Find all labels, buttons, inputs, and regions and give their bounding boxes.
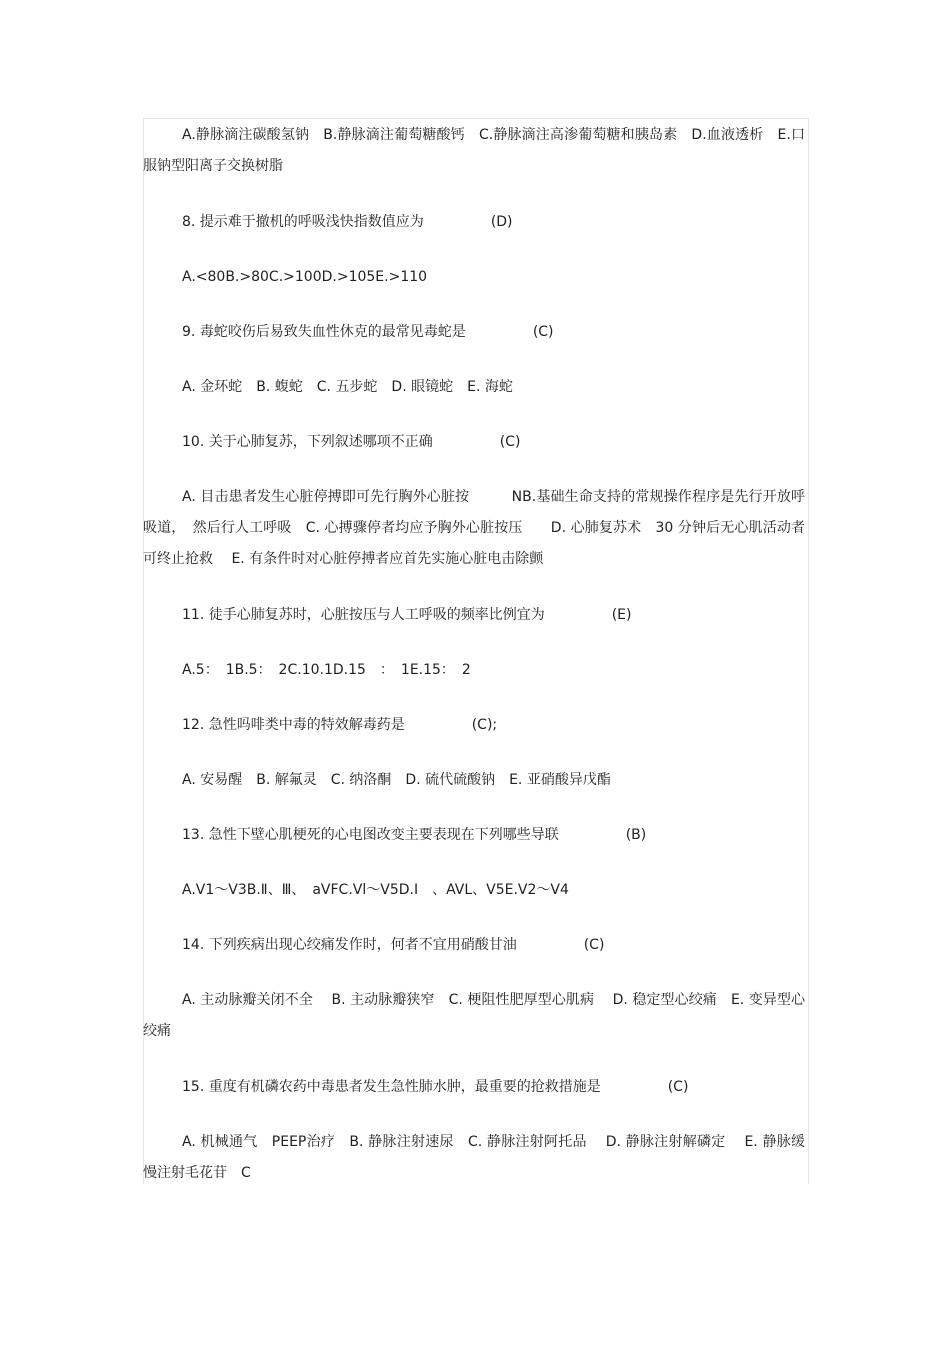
question-8 bbox=[143, 207, 805, 238]
options-q15 bbox=[143, 1127, 805, 1189]
question-11 bbox=[143, 600, 805, 631]
answer-label: (D) bbox=[490, 214, 513, 230]
answer-label: (C); bbox=[471, 717, 498, 733]
options-q11 bbox=[143, 655, 805, 686]
options-text: A.5： 1B.5： 2C.10.1D.15 ： 1E.15： 2 bbox=[182, 662, 471, 678]
question-text: 10. 关于心肺复苏，下列叙述哪项不正确 bbox=[182, 434, 433, 450]
options-q7 bbox=[143, 120, 805, 182]
options-q13 bbox=[143, 875, 805, 906]
answer-label: (C) bbox=[667, 1079, 689, 1095]
question-14 bbox=[143, 930, 805, 961]
options-q14 bbox=[143, 985, 805, 1047]
options-text: A.静脉滴注碳酸氢钠 B.静脉滴注葡萄糖酸钙 C.静脉滴注高渗葡萄糖和胰岛素 D.血液透析 E.口服钠型阳离子交换树脂 bbox=[143, 127, 805, 174]
question-12 bbox=[143, 710, 805, 741]
options-text: A.V1～V3B.Ⅱ、Ⅲ、 aVFC.Vl～V5D.I 、AVL、V5E.V2～V4 bbox=[182, 882, 569, 898]
answer-label: (E) bbox=[611, 607, 632, 623]
options-text: A.<80B.>80C.>100D.>105E.>110 bbox=[182, 269, 428, 285]
options-q12 bbox=[143, 765, 805, 796]
options-text: A. 金环蛇 B. 蝮蛇 C. 五步蛇 D. 眼镜蛇 E. 海蛇 bbox=[182, 379, 513, 395]
options-text: A. 主动脉瓣关闭不全 B. 主动脉瓣狭窄 C. 梗阻性肥厚型心肌病 D. 稳定型心绞痛 E. 变异型心绞痛 bbox=[143, 992, 805, 1039]
question-15 bbox=[143, 1072, 805, 1103]
options-q10 bbox=[143, 482, 805, 575]
answer-label: (C) bbox=[499, 434, 521, 450]
answer-label: (C) bbox=[532, 324, 554, 340]
answer-label: (B) bbox=[625, 827, 647, 843]
options-q9 bbox=[143, 372, 805, 403]
options-text: A. 机械通气 PEEP治疗 B. 静脉注射速尿 C. 静脉注射阿托品 D. 静脉注射解磷定 E. 静脉缓慢注射毛花苷 C bbox=[143, 1134, 805, 1181]
answer-label: (C) bbox=[583, 937, 605, 953]
question-text: 15. 重度有机磷农药中毒患者发生急性肺水肿，最重要的抢救措施是 bbox=[182, 1079, 601, 1095]
options-text: A. 目击患者发生心脏停搏即可先行胸外心脏按 NB.基础生命支持的常规操作程序是先行开放呼吸道， 然后行人工呼吸 C. 心搏骤停者均应予胸外心脏按压 D. 心肺复苏术 30 分钟后无心肌活动者可终止抢救 E. 有条件时对心脏停搏者应首先实施心脏电击除颤 bbox=[143, 489, 805, 567]
question-text: 14. 下列疾病出现心绞痛发作时，何者不宜用硝酸甘油 bbox=[182, 937, 517, 953]
options-q8 bbox=[143, 262, 805, 293]
question-13 bbox=[143, 820, 805, 851]
question-text: 11. 徒手心肺复苏时，心脏按压与人工呼吸的频率比例宜为 bbox=[182, 607, 545, 623]
question-text: 8. 提示难于撤机的呼吸浅快指数值应为 bbox=[182, 214, 424, 230]
options-text: A. 安易醒 B. 解氟灵 C. 纳洛酮 D. 硫代硫酸钠 E. 亚硝酸异戊酯 bbox=[182, 772, 611, 788]
question-text: 13. 急性下壁心肌梗死的心电图改变主要表现在下列哪些导联 bbox=[182, 827, 559, 843]
question-text: 12. 急性吗啡类中毒的特效解毒药是 bbox=[182, 717, 405, 733]
question-9 bbox=[143, 317, 805, 348]
question-text: 9. 毒蛇咬伤后易致失血性休克的最常见毒蛇是 bbox=[182, 324, 466, 340]
question-10 bbox=[143, 427, 805, 458]
